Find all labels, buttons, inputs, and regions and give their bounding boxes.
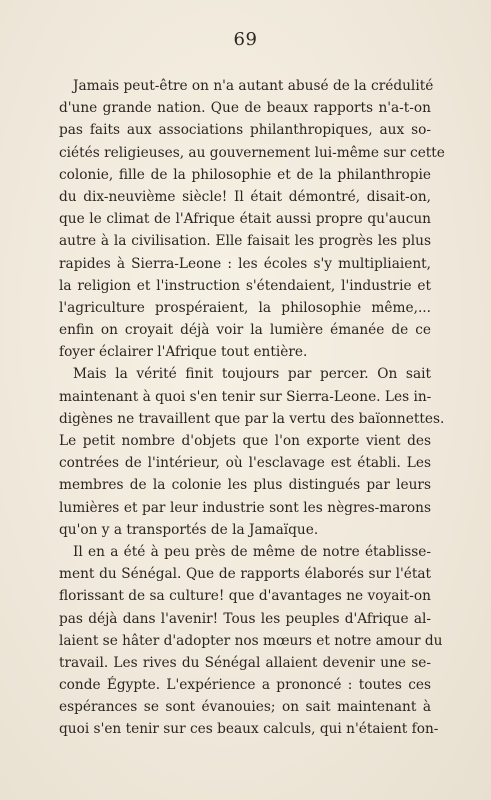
paragraph-3 bbox=[59, 541, 443, 741]
text-line: Mais la vérité finit toujours par percer. On sait bbox=[73, 366, 431, 383]
text-line: maintenant à quoi s'en tenir sur Sierra-Leone. Les in- bbox=[59, 388, 432, 405]
text-line: Il en a été à peu près de même de notre établisse- bbox=[73, 543, 431, 560]
text-line: digènes ne travaillent que par la vertu des baïonnettes. bbox=[59, 410, 445, 427]
text-line: colonie, fille de la philosophie et de la philanthropie bbox=[59, 166, 431, 183]
text-line: contrées de l'intérieur, où l'esclavage est établi. Les bbox=[59, 455, 431, 472]
text-line: conde Égypte. L'expérience a prononcé : toutes ces bbox=[59, 677, 431, 694]
text-line: quoi s'en tenir sur ces beaux calculs, qui n'étaient fon- bbox=[59, 721, 439, 738]
text-line: Jamais peut-être on n'a autant abusé de la crédulité bbox=[73, 78, 434, 94]
text-line: qu'on y a transportés de la Jamaïque. bbox=[59, 521, 319, 538]
text-line: membres de la colonie les plus distingués par leurs bbox=[59, 477, 431, 494]
paragraph-2 bbox=[59, 363, 445, 541]
text-line: d'une grande nation. Que de beaux rapports n'a-t-on bbox=[59, 100, 431, 117]
text-line: du dix-neuvième siècle! Il était démontré, disait-on, bbox=[59, 188, 431, 205]
text-line: ment du Sénégal. Que de rapports élaborés sur l'état bbox=[59, 566, 431, 583]
page-number: 69 bbox=[233, 29, 258, 50]
text-line: laient se hâter d'adopter nos mœurs et notre amour du bbox=[59, 632, 443, 649]
body-text bbox=[59, 75, 445, 741]
text-line: enfin on croyait déjà voir la lumière émanée de ce bbox=[59, 322, 431, 339]
text-line: que le climat de l'Afrique était aussi propre qu'aucun bbox=[59, 211, 431, 228]
text-line: florissant de sa culture! que d'avantages ne voyait-on bbox=[59, 588, 431, 605]
text-line: autre à la civilisation. Elle faisait les progrès les plus bbox=[59, 233, 431, 250]
text-line: l'agriculture prospéraient, la philosophie même,... bbox=[59, 299, 431, 316]
text-line: lumières et par leur industrie sont les nègres-marons bbox=[59, 499, 431, 516]
text-line: la religion et l'instruction s'étendaient, l'industrie et bbox=[59, 277, 431, 294]
text-line: Le petit nombre d'objets que l'on exporte vient des bbox=[59, 433, 431, 449]
paragraph-1 bbox=[59, 75, 445, 363]
text-line: rapides à Sierra-Leone : les écoles s'y multipliaient, bbox=[59, 255, 431, 272]
text-line: pas déjà dans l'avenir! Tous les peuples d'Afrique al- bbox=[59, 610, 431, 627]
text-line: pas faits aux associations philanthropiques, aux so- bbox=[59, 122, 431, 139]
text-line: ciétés religieuses, au gouvernement lui-même sur cette bbox=[59, 144, 445, 161]
text-line: espérances se sont évanouies; on sait maintenant à bbox=[59, 699, 431, 716]
text-line: travail. Les rives du Sénégal allaient devenir une se- bbox=[59, 654, 431, 671]
text-line: foyer éclairer l'Afrique tout entière. bbox=[59, 344, 308, 361]
